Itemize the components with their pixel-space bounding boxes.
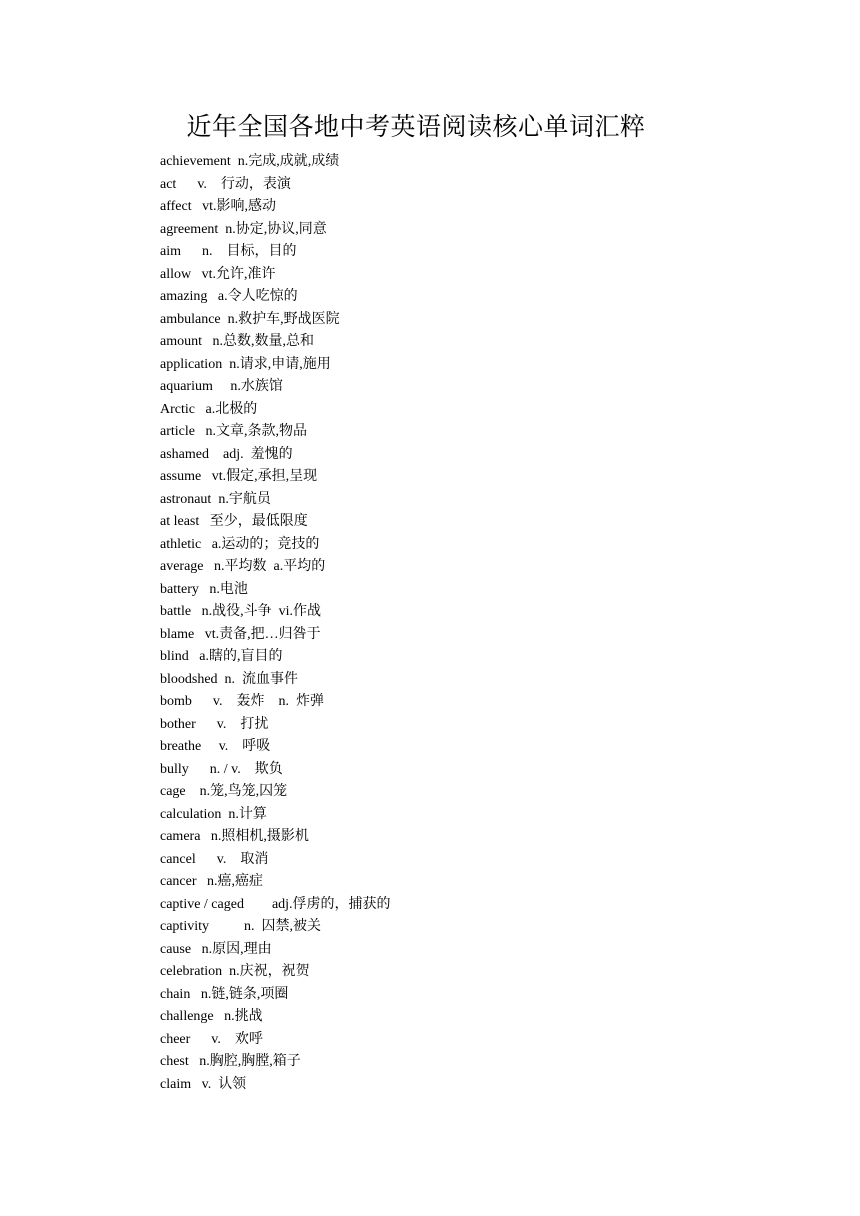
vocabulary-entry: chest n.胸腔,胸膛,箱子: [160, 1054, 301, 1069]
vocabulary-entry: claim v. 认领: [160, 1076, 247, 1092]
vocabulary-entry: amount n.总数,数量,总和: [160, 334, 314, 349]
vocabulary-entry: affect vt.影响,感动: [160, 199, 276, 214]
document-title: 近年全国各地中考英语阅读核心单词汇粹: [186, 114, 646, 141]
vocabulary-entry: breathe v. 呼吸: [160, 739, 271, 754]
vocabulary-list: [160, 151, 391, 1096]
vocabulary-entry: ambulance n.救护车,野战医院: [160, 311, 340, 327]
vocabulary-entry: application n.请求,申请,施用: [160, 356, 331, 372]
vocabulary-entry: challenge n.挑战: [160, 1009, 263, 1024]
vocabulary-entry: captivity n. 囚禁,被关: [160, 919, 321, 934]
vocabulary-entry: ashamed adj. 羞愧的: [160, 446, 293, 462]
vocabulary-entry: bomb v. 轰炸 n. 炸弹: [160, 694, 324, 709]
vocabulary-entry: captive / caged adj.俘虏的，捕获的: [160, 896, 391, 912]
vocabulary-entry: allow vt.允许,准许: [160, 266, 276, 282]
vocabulary-entry: cage n.笼,鸟笼,囚笼: [160, 784, 288, 799]
vocabulary-entry: athletic a.运动的；竞技的: [160, 536, 320, 552]
vocabulary-entry: bother v. 打扰: [160, 716, 269, 732]
vocabulary-entry: cause n.原因,理由: [160, 941, 272, 957]
vocabulary-entry: agreement n.协定,协议,同意: [160, 221, 327, 237]
vocabulary-entry: article n.文章,条款,物品: [160, 424, 307, 439]
vocabulary-entry: cancer n.癌,癌症: [160, 874, 264, 889]
vocabulary-entry: bloodshed n. 流血事件: [160, 671, 299, 687]
vocabulary-entry: aquarium n.水族馆: [160, 379, 283, 394]
vocabulary-entry: cancel v. 取消: [160, 851, 269, 867]
vocabulary-entry: blame vt.责备,把…归咎于: [160, 626, 321, 642]
vocabulary-entry: assume vt.假定,承担,呈现: [160, 469, 318, 484]
vocabulary-entry: calculation n.计算: [160, 806, 267, 822]
vocabulary-entry: astronaut n.宇航员: [160, 491, 271, 507]
vocabulary-entry: battery n.电池: [160, 581, 248, 597]
vocabulary-entry: camera n.照相机,摄影机: [160, 829, 309, 844]
vocabulary-entry: celebration n.庆祝，祝贺: [160, 964, 310, 979]
vocabulary-entry: blind a.瞎的,盲目的: [160, 649, 283, 664]
vocabulary-entry: chain n.链,链条,项圈: [160, 986, 289, 1002]
vocabulary-entry: bully n. / v. 欺负: [160, 761, 283, 777]
vocabulary-entry: act v. 行动，表演: [160, 176, 291, 192]
vocabulary-entry: average n.平均数 a.平均的: [160, 559, 326, 574]
vocabulary-entry: amazing a.令人吃惊的: [160, 289, 298, 304]
vocabulary-entry: Arctic a.北极的: [160, 401, 258, 417]
vocabulary-entry: achievement n.完成,成就,成绩: [160, 154, 340, 169]
vocabulary-entry: cheer v. 欢呼: [160, 1031, 263, 1047]
vocabulary-entry: at least 至少，最低限度: [160, 514, 308, 529]
vocabulary-entry: aim n. 目标，目的: [160, 244, 297, 259]
vocabulary-entry: battle n.战役,斗争 vi.作战: [160, 604, 321, 619]
